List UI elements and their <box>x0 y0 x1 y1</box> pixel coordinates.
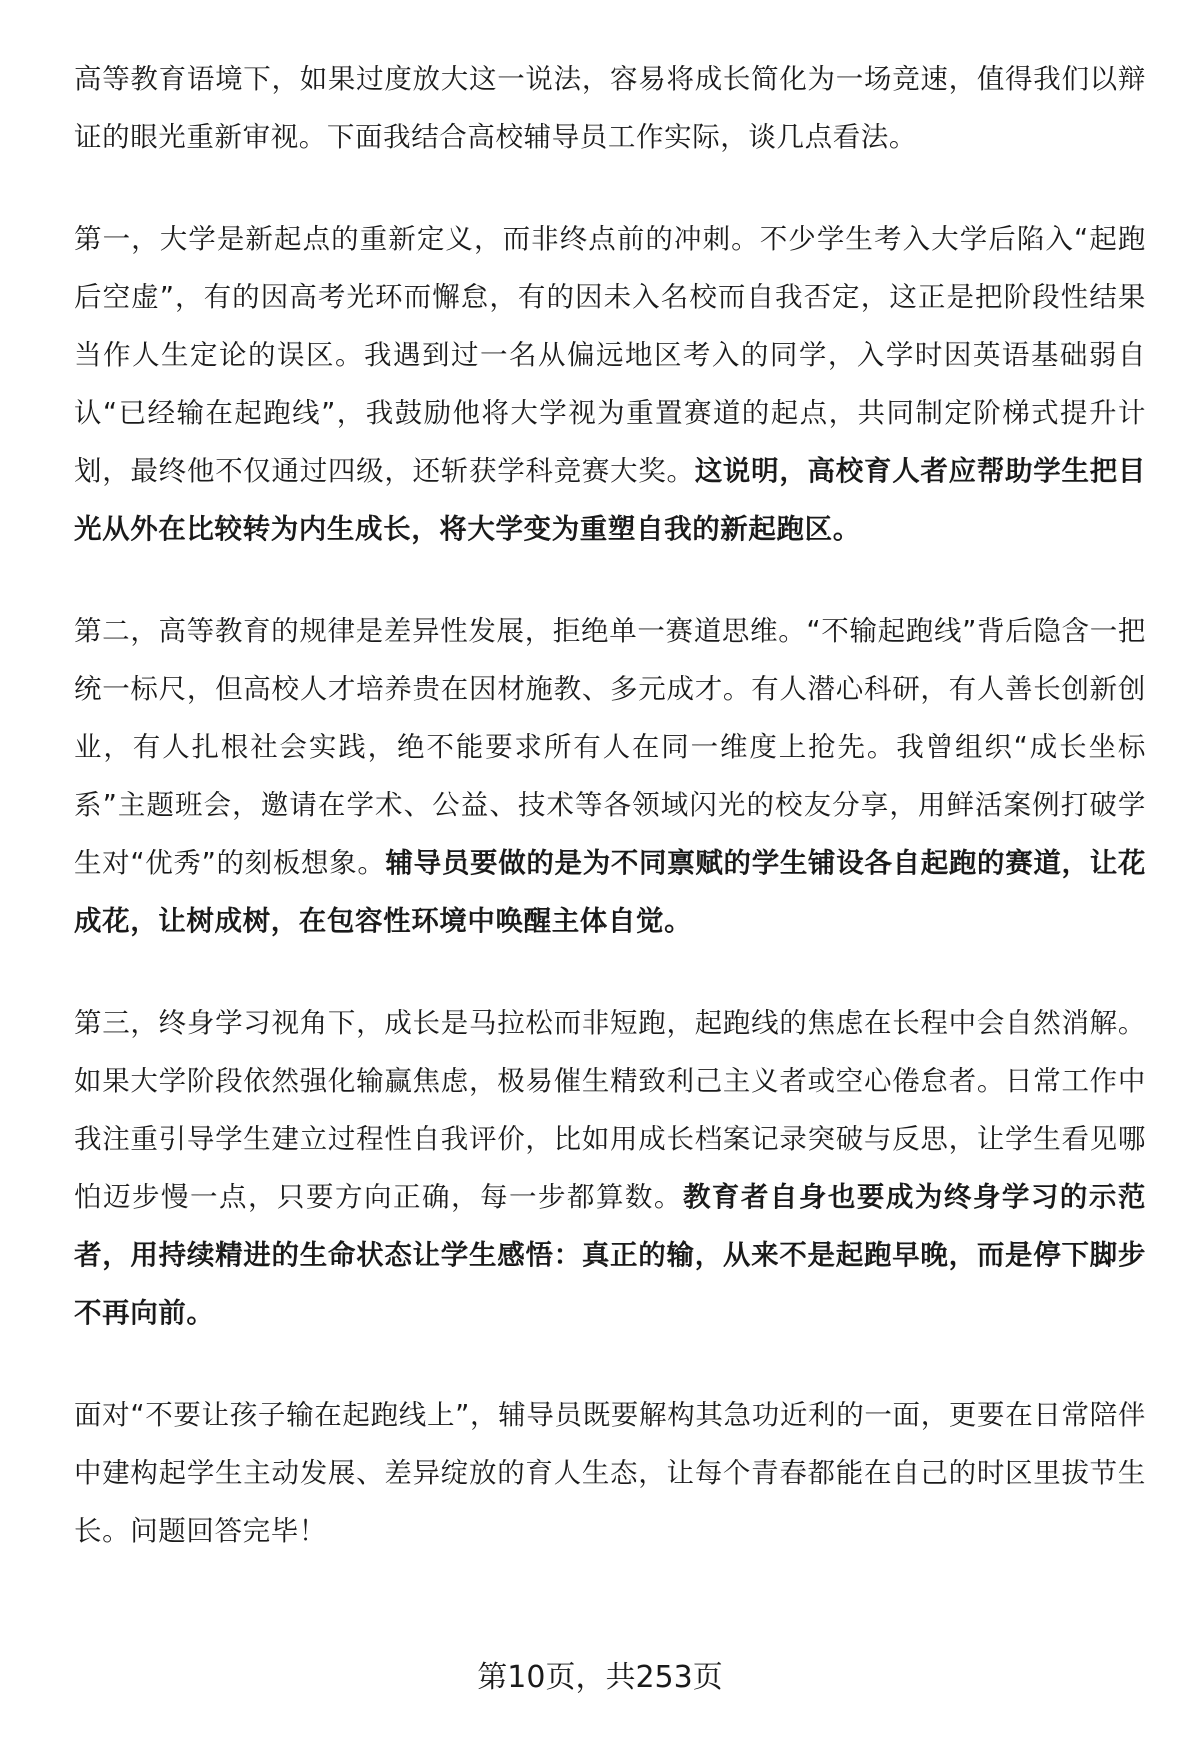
page-number-footer: 第10页，共253页 <box>477 1660 723 1695</box>
paragraph-text: 第一，大学是新起点的重新定义，而非终点前的冲刺。不少学生考入大学后陷入“起跑后空虚”，有的因高考光环而懈怠，有的因未入名校而自我否定，这正是把阶段性结果当作人生定论的误区。我遇到过一名从偏远地区考入的同学，入学时因英语基础弱自认“已经输在起跑线”，我鼓励他将大学视为重置赛道的起点，共同制定阶梯式提升计划，最终他不仅通过四级，还斩获学科竞赛大奖。 <box>74 223 1146 487</box>
paragraph-point-one <box>74 210 1146 558</box>
paragraph-text: 面对“不要让孩子输在起跑线上”，辅导员既要解构其急功近利的一面，更要在日常陪伴中建构起学生主动发展、差异绽放的育人生态，让每个青春都能在自己的时区里拔节生长。问题回答完毕！ <box>74 1399 1146 1547</box>
paragraph-text: 高等教育语境下，如果过度放大这一说法，容易将成长简化为一场竞速，值得我们以辩证的眼光重新审视。下面我结合高校辅导员工作实际，谈几点看法。 <box>74 63 1146 153</box>
paragraph-point-two <box>74 602 1146 950</box>
paragraph-emphasis: 辅导员要做的是为不同禀赋的学生铺设各自起跑的赛道，让花成花，让树成树，在包容性环境中唤醒主体自觉。 <box>74 847 1146 937</box>
paragraph-text: 第三，终身学习视角下，成长是马拉松而非短跑，起跑线的焦虑在长程中会自然消解。如果大学阶段依然强化输赢焦虑，极易催生精致利己主义者或空心倦怠者。日常工作中我注重引导学生建立过程性自我评价，比如用成长档案记录突破与反思，让学生看见哪怕迈步慢一点，只要方向正确，每一步都算数。 <box>74 1007 1146 1213</box>
paragraph-emphasis: 这说明，高校育人者应帮助学生把目光从外在比较转为内生成长，将大学变为重塑自我的新起跑区。 <box>74 455 1146 545</box>
document-body <box>74 50 1146 1604</box>
paragraph-text: 第二，高等教育的规律是差异性发展，拒绝单一赛道思维。“不输起跑线”背后隐含一把统一标尺，但高校人才培养贵在因材施教、多元成才。有人潜心科研，有人善长创新创业，有人扎根社会实践，绝不能要求所有人在同一维度上抢先。我曾组织“成长坐标系”主题班会，邀请在学术、公益、技术等各领域闪光的校友分享，用鲜活案例打破学生对“优秀”的刻板想象。 <box>74 615 1146 879</box>
paragraph-intro <box>74 50 1146 166</box>
paragraph-emphasis: 教育者自身也要成为终身学习的示范者，用持续精进的生命状态让学生感悟：真正的输，从来不是起跑早晚，而是停下脚步不再向前。 <box>74 1181 1146 1329</box>
paragraph-point-three <box>74 994 1146 1342</box>
paragraph-conclusion <box>74 1386 1146 1560</box>
